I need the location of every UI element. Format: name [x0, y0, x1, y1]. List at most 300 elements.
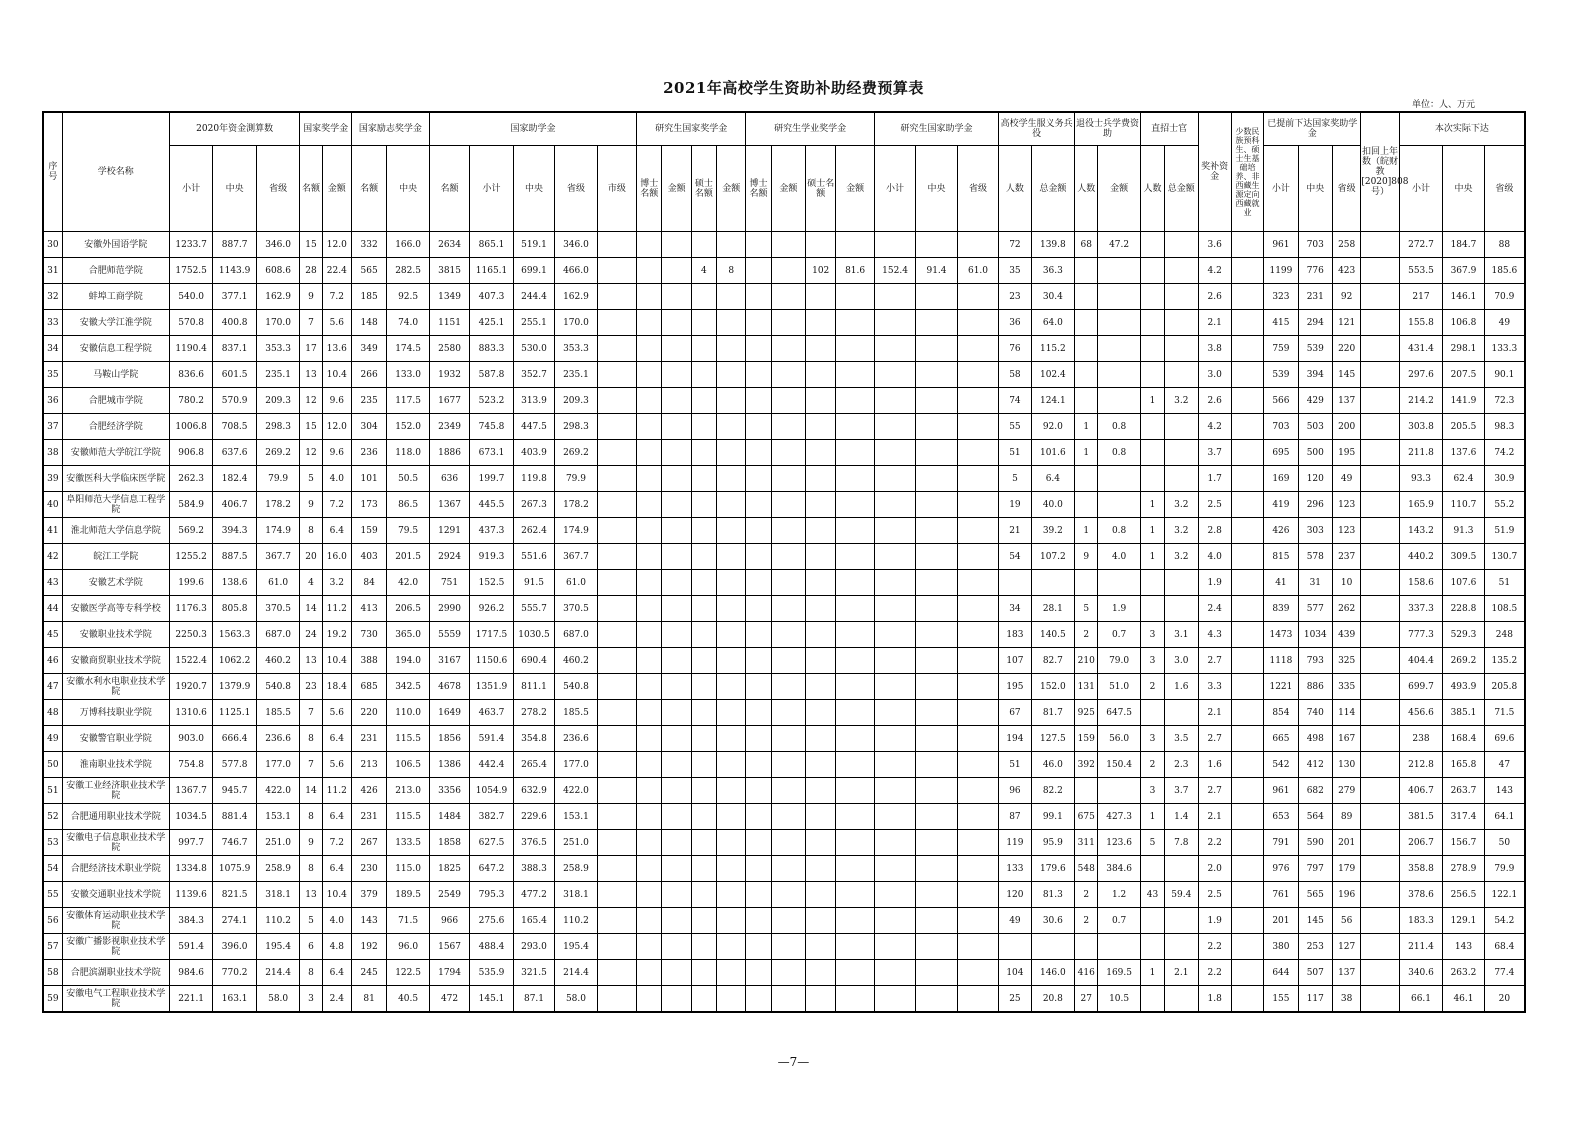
- table-cell: 115.2: [1031, 336, 1075, 362]
- table-cell: 107.2: [1031, 544, 1075, 570]
- table-cell: 6.4: [322, 856, 351, 882]
- table-cell: 419: [1264, 492, 1298, 518]
- table-cell: [662, 960, 691, 986]
- table-cell: [637, 830, 662, 856]
- table-cell: 120: [1298, 466, 1332, 492]
- table-cell: 653: [1264, 804, 1298, 830]
- table-cell: 262: [1332, 596, 1360, 622]
- table-cell: [916, 960, 957, 986]
- header-direct-nco: 直招士官: [1140, 112, 1198, 146]
- table-cell: [691, 908, 716, 934]
- table-cell: 811.1: [513, 674, 554, 700]
- table-cell: 488.4: [470, 934, 513, 960]
- table-cell: [746, 544, 771, 570]
- table-cell: [691, 960, 716, 986]
- table-cell: [1361, 674, 1399, 700]
- table-cell: [874, 310, 915, 336]
- table-cell: 8: [300, 960, 322, 986]
- table-cell: 7: [300, 700, 322, 726]
- table-cell: [746, 284, 771, 310]
- table-cell: 220: [351, 700, 386, 726]
- table-cell: 231: [351, 726, 386, 752]
- table-cell: 110.0: [387, 700, 429, 726]
- table-cell: [1361, 258, 1399, 284]
- table-cell: 413: [351, 596, 386, 622]
- table-cell: 269.2: [256, 440, 299, 466]
- table-cell: [717, 336, 746, 362]
- table-cell: [957, 518, 999, 544]
- table-cell: 115.5: [387, 726, 429, 752]
- table-cell: 72.3: [1484, 388, 1525, 414]
- table-cell: [662, 622, 691, 648]
- table-cell: [874, 778, 915, 804]
- table-cell: 146.0: [1031, 960, 1075, 986]
- table-cell: 507: [1298, 960, 1332, 986]
- table-cell: [916, 310, 957, 336]
- table-cell: 695: [1264, 440, 1298, 466]
- table-cell: 1: [1140, 388, 1164, 414]
- table-cell: 394.3: [213, 518, 256, 544]
- row-seq: 56: [43, 908, 62, 934]
- table-cell: [1361, 804, 1399, 830]
- table-cell: 40.0: [1031, 492, 1075, 518]
- school-name: 淮北师范大学信息学院: [62, 518, 169, 544]
- table-cell: 165.4: [513, 908, 554, 934]
- table-cell: 2: [1075, 622, 1098, 648]
- table-cell: 407.3: [470, 284, 513, 310]
- table-cell: 422.0: [256, 778, 299, 804]
- table-cell: [662, 596, 691, 622]
- table-cell: 244.4: [513, 284, 554, 310]
- table-cell: 382.7: [470, 804, 513, 830]
- table-cell: [957, 778, 999, 804]
- table-cell: 10.4: [322, 648, 351, 674]
- table-cell: [1140, 908, 1164, 934]
- row-seq: 40: [43, 492, 62, 518]
- table-cell: [874, 648, 915, 674]
- table-cell: 123.6: [1098, 830, 1140, 856]
- table-cell: [717, 830, 746, 856]
- table-cell: [691, 310, 716, 336]
- table-cell: 135.2: [1484, 648, 1525, 674]
- table-cell: [1361, 700, 1399, 726]
- table-cell: [1165, 232, 1198, 258]
- table-cell: [1361, 310, 1399, 336]
- table-cell: 23: [300, 674, 322, 700]
- table-cell: 133: [999, 856, 1031, 882]
- table-cell: 0.7: [1098, 908, 1140, 934]
- table-cell: [874, 622, 915, 648]
- table-cell: 10.5: [1098, 986, 1140, 1013]
- header-grad-academic-scholarship: 研究生学业奖学金: [746, 112, 874, 146]
- table-cell: [1231, 830, 1263, 856]
- budget-table: [42, 111, 1526, 1013]
- table-cell: [662, 830, 691, 856]
- table-cell: 267.3: [513, 492, 554, 518]
- table-cell: 206.5: [387, 596, 429, 622]
- table-cell: 133.5: [387, 830, 429, 856]
- table-cell: 647.2: [470, 856, 513, 882]
- table-cell: 431.4: [1399, 336, 1442, 362]
- table-cell: 183.3: [1399, 908, 1442, 934]
- table-cell: 153.1: [555, 804, 597, 830]
- table-cell: 14: [300, 778, 322, 804]
- table-cell: [717, 674, 746, 700]
- table-cell: 119.8: [513, 466, 554, 492]
- table-cell: 376.5: [513, 830, 554, 856]
- table-cell: [1075, 258, 1098, 284]
- table-cell: [916, 778, 957, 804]
- table-cell: [806, 752, 836, 778]
- table-cell: 91.5: [513, 570, 554, 596]
- table-cell: 961: [1264, 778, 1298, 804]
- table-cell: 192: [351, 934, 386, 960]
- table-cell: 165.9: [1399, 492, 1442, 518]
- row-seq: 36: [43, 388, 62, 414]
- table-cell: 91.4: [916, 258, 957, 284]
- table-cell: 31: [1298, 570, 1332, 596]
- table-cell: [1140, 258, 1164, 284]
- table-cell: 236: [351, 440, 386, 466]
- table-cell: [1231, 310, 1263, 336]
- table-cell: 577.8: [213, 752, 256, 778]
- table-cell: [836, 310, 874, 336]
- table-cell: 1199: [1264, 258, 1298, 284]
- table-cell: 67: [999, 700, 1031, 726]
- table-cell: 266: [351, 362, 386, 388]
- sub-header: 金额: [836, 146, 874, 232]
- row-seq: 50: [43, 752, 62, 778]
- table-cell: [1361, 882, 1399, 908]
- table-cell: 4.0: [322, 908, 351, 934]
- table-cell: 2990: [429, 596, 469, 622]
- table-cell: [1075, 284, 1098, 310]
- table-cell: 143: [1484, 778, 1525, 804]
- table-cell: 3: [1140, 726, 1164, 752]
- row-seq: 44: [43, 596, 62, 622]
- table-cell: 59.4: [1165, 882, 1198, 908]
- school-name: 安徽工业经济职业技术学院: [62, 778, 169, 804]
- table-cell: 539: [1264, 362, 1298, 388]
- table-cell: 278.9: [1443, 856, 1484, 882]
- table-cell: 2.0: [1198, 856, 1231, 882]
- table-cell: 460.2: [256, 648, 299, 674]
- table-cell: 332: [351, 232, 386, 258]
- table-cell: 296: [1298, 492, 1332, 518]
- table-cell: [637, 622, 662, 648]
- table-cell: 138.6: [213, 570, 256, 596]
- table-cell: 460.2: [555, 648, 597, 674]
- table-cell: [691, 362, 716, 388]
- table-cell: 498: [1298, 726, 1332, 752]
- table-cell: [874, 882, 915, 908]
- table-cell: 472: [429, 986, 469, 1013]
- table-cell: 8: [300, 856, 322, 882]
- table-cell: [637, 284, 662, 310]
- row-seq: 48: [43, 700, 62, 726]
- table-cell: [1140, 856, 1164, 882]
- table-cell: 99.1: [1031, 804, 1075, 830]
- table-cell: [874, 362, 915, 388]
- table-cell: [771, 804, 805, 830]
- table-cell: [916, 700, 957, 726]
- table-cell: 5.6: [322, 310, 351, 336]
- sub-header: 人数: [1075, 146, 1098, 232]
- table-cell: [1165, 908, 1198, 934]
- header-national-grant: 国家助学金: [429, 112, 636, 146]
- table-cell: 2.7: [1198, 778, 1231, 804]
- table-cell: 238: [1399, 726, 1442, 752]
- table-cell: [637, 726, 662, 752]
- table-cell: [1361, 388, 1399, 414]
- table-row: [43, 856, 1525, 882]
- table-cell: [806, 804, 836, 830]
- table-cell: 385.1: [1443, 700, 1484, 726]
- table-cell: [1231, 362, 1263, 388]
- table-cell: 1: [1140, 492, 1164, 518]
- table-cell: 207.5: [1443, 362, 1484, 388]
- school-name: 安徽商贸职业技术学院: [62, 648, 169, 674]
- table-cell: 9: [1075, 544, 1098, 570]
- table-cell: 745.8: [470, 414, 513, 440]
- table-cell: 153.1: [256, 804, 299, 830]
- table-cell: [771, 336, 805, 362]
- table-cell: [916, 934, 957, 960]
- table-cell: 10: [1332, 570, 1360, 596]
- table-cell: 79.9: [256, 466, 299, 492]
- table-cell: 12: [300, 388, 322, 414]
- table-row: [43, 778, 1525, 804]
- table-cell: [597, 986, 636, 1013]
- table-row: [43, 492, 1525, 518]
- sub-header: 名额: [300, 146, 322, 232]
- table-cell: 107.6: [1443, 570, 1484, 596]
- table-cell: 837.1: [213, 336, 256, 362]
- table-cell: [691, 232, 716, 258]
- table-cell: 2: [1140, 674, 1164, 700]
- table-cell: [691, 752, 716, 778]
- table-cell: 304: [351, 414, 386, 440]
- table-cell: 637.6: [213, 440, 256, 466]
- table-cell: [806, 856, 836, 882]
- table-cell: 2634: [429, 232, 469, 258]
- table-cell: [916, 856, 957, 882]
- table-cell: 346.0: [256, 232, 299, 258]
- table-cell: [1361, 544, 1399, 570]
- table-cell: 35: [999, 258, 1031, 284]
- school-name: 安徽师范大学皖江学院: [62, 440, 169, 466]
- sub-header: 中央: [1443, 146, 1484, 232]
- table-cell: [1361, 284, 1399, 310]
- table-cell: 82.2: [1031, 778, 1075, 804]
- table-cell: 2.4: [1198, 596, 1231, 622]
- table-cell: 64.0: [1031, 310, 1075, 336]
- table-cell: [874, 232, 915, 258]
- table-cell: 647.5: [1098, 700, 1140, 726]
- table-cell: [691, 778, 716, 804]
- table-cell: 46.0: [1031, 752, 1075, 778]
- table-cell: 263.7: [1443, 778, 1484, 804]
- table-cell: 321.5: [513, 960, 554, 986]
- sub-header: 中央: [213, 146, 256, 232]
- table-cell: [597, 258, 636, 284]
- table-cell: [874, 440, 915, 466]
- table-cell: 887.7: [213, 232, 256, 258]
- table-cell: 542: [1264, 752, 1298, 778]
- table-cell: [717, 856, 746, 882]
- table-cell: [597, 752, 636, 778]
- row-seq: 49: [43, 726, 62, 752]
- table-cell: 887.5: [213, 544, 256, 570]
- table-cell: 406.7: [1399, 778, 1442, 804]
- table-cell: 6.4: [322, 804, 351, 830]
- table-cell: 114: [1332, 700, 1360, 726]
- table-cell: 51.9: [1484, 518, 1525, 544]
- table-cell: [717, 908, 746, 934]
- table-cell: [771, 934, 805, 960]
- table-cell: 269.2: [1443, 648, 1484, 674]
- table-cell: [637, 778, 662, 804]
- table-cell: 493.9: [1443, 674, 1484, 700]
- table-cell: 1: [1140, 518, 1164, 544]
- table-cell: 179.6: [1031, 856, 1075, 882]
- table-cell: [637, 648, 662, 674]
- table-cell: 212.8: [1399, 752, 1442, 778]
- table-cell: [1165, 466, 1198, 492]
- table-cell: 28: [300, 258, 322, 284]
- table-cell: 584.9: [169, 492, 212, 518]
- table-cell: 201.5: [387, 544, 429, 570]
- table-cell: 805.8: [213, 596, 256, 622]
- table-cell: [637, 804, 662, 830]
- table-cell: [662, 700, 691, 726]
- table-cell: 416: [1075, 960, 1098, 986]
- table-cell: 137: [1332, 960, 1360, 986]
- header-school: 学校名称: [62, 112, 169, 232]
- sub-header: 小计: [874, 146, 915, 232]
- table-cell: 1151: [429, 310, 469, 336]
- row-seq: 55: [43, 882, 62, 908]
- table-cell: 96: [999, 778, 1031, 804]
- table-cell: 152.0: [387, 414, 429, 440]
- table-cell: 165.8: [1443, 752, 1484, 778]
- sub-header: 省级: [256, 146, 299, 232]
- table-cell: 275.6: [470, 908, 513, 934]
- school-name: 安徽信息工程学院: [62, 336, 169, 362]
- table-cell: 3: [1140, 778, 1164, 804]
- table-cell: 140.5: [1031, 622, 1075, 648]
- table-cell: [597, 726, 636, 752]
- table-cell: [1231, 960, 1263, 986]
- table-cell: 120: [999, 882, 1031, 908]
- table-cell: [717, 752, 746, 778]
- table-cell: 746.7: [213, 830, 256, 856]
- table-cell: [1140, 986, 1164, 1013]
- table-cell: 220: [1332, 336, 1360, 362]
- table-cell: [1361, 856, 1399, 882]
- table-cell: 925: [1075, 700, 1098, 726]
- table-cell: [806, 674, 836, 700]
- table-cell: [916, 466, 957, 492]
- table-cell: 145: [1332, 362, 1360, 388]
- header-grad-national-scholarship: 研究生国家奖学金: [637, 112, 746, 146]
- table-cell: 92.0: [1031, 414, 1075, 440]
- table-cell: [1075, 570, 1098, 596]
- table-cell: [1165, 440, 1198, 466]
- table-cell: 1932: [429, 362, 469, 388]
- table-cell: 262.3: [169, 466, 212, 492]
- table-cell: [597, 362, 636, 388]
- table-cell: 906.8: [169, 440, 212, 466]
- table-cell: [746, 856, 771, 882]
- table-cell: 64.1: [1484, 804, 1525, 830]
- table-cell: [806, 544, 836, 570]
- table-cell: [874, 388, 915, 414]
- table-cell: [637, 986, 662, 1013]
- school-name: 马鞍山学院: [62, 362, 169, 388]
- table-cell: [637, 336, 662, 362]
- table-cell: 381.5: [1399, 804, 1442, 830]
- table-cell: 258: [1332, 232, 1360, 258]
- table-cell: [637, 388, 662, 414]
- table-cell: [771, 882, 805, 908]
- table-cell: [874, 414, 915, 440]
- table-cell: [836, 544, 874, 570]
- table-cell: 477.2: [513, 882, 554, 908]
- table-cell: 51: [999, 440, 1031, 466]
- table-cell: 168.4: [1443, 726, 1484, 752]
- table-cell: 81.7: [1031, 700, 1075, 726]
- table-cell: 815: [1264, 544, 1298, 570]
- table-cell: [1165, 596, 1198, 622]
- table-cell: 1221: [1264, 674, 1298, 700]
- table-cell: 159: [1075, 726, 1098, 752]
- table-cell: [1140, 596, 1164, 622]
- table-cell: [771, 986, 805, 1013]
- table-cell: 13: [300, 648, 322, 674]
- sub-header: 省级: [1484, 146, 1525, 232]
- table-cell: 797: [1298, 856, 1332, 882]
- table-row: [43, 414, 1525, 440]
- table-cell: 201: [1332, 830, 1360, 856]
- table-cell: 170.0: [256, 310, 299, 336]
- table-cell: 195.4: [555, 934, 597, 960]
- table-cell: 11.2: [322, 778, 351, 804]
- table-cell: [806, 518, 836, 544]
- table-cell: 81.3: [1031, 882, 1075, 908]
- table-cell: 245: [351, 960, 386, 986]
- table-cell: [746, 804, 771, 830]
- table-cell: [746, 596, 771, 622]
- table-cell: 214.2: [1399, 388, 1442, 414]
- table-cell: [957, 622, 999, 648]
- table-cell: [746, 986, 771, 1013]
- table-cell: 20: [300, 544, 322, 570]
- table-cell: 185: [351, 284, 386, 310]
- table-cell: 174.9: [256, 518, 299, 544]
- table-cell: 1856: [429, 726, 469, 752]
- table-cell: 10.4: [322, 882, 351, 908]
- table-cell: 570.8: [169, 310, 212, 336]
- table-cell: 591.4: [169, 934, 212, 960]
- table-cell: 79.9: [555, 466, 597, 492]
- table-cell: [916, 648, 957, 674]
- table-cell: [662, 362, 691, 388]
- table-cell: [1098, 284, 1140, 310]
- school-name: 安徽体育运动职业技术学院: [62, 908, 169, 934]
- table-cell: 24: [300, 622, 322, 648]
- table-cell: 466.0: [555, 258, 597, 284]
